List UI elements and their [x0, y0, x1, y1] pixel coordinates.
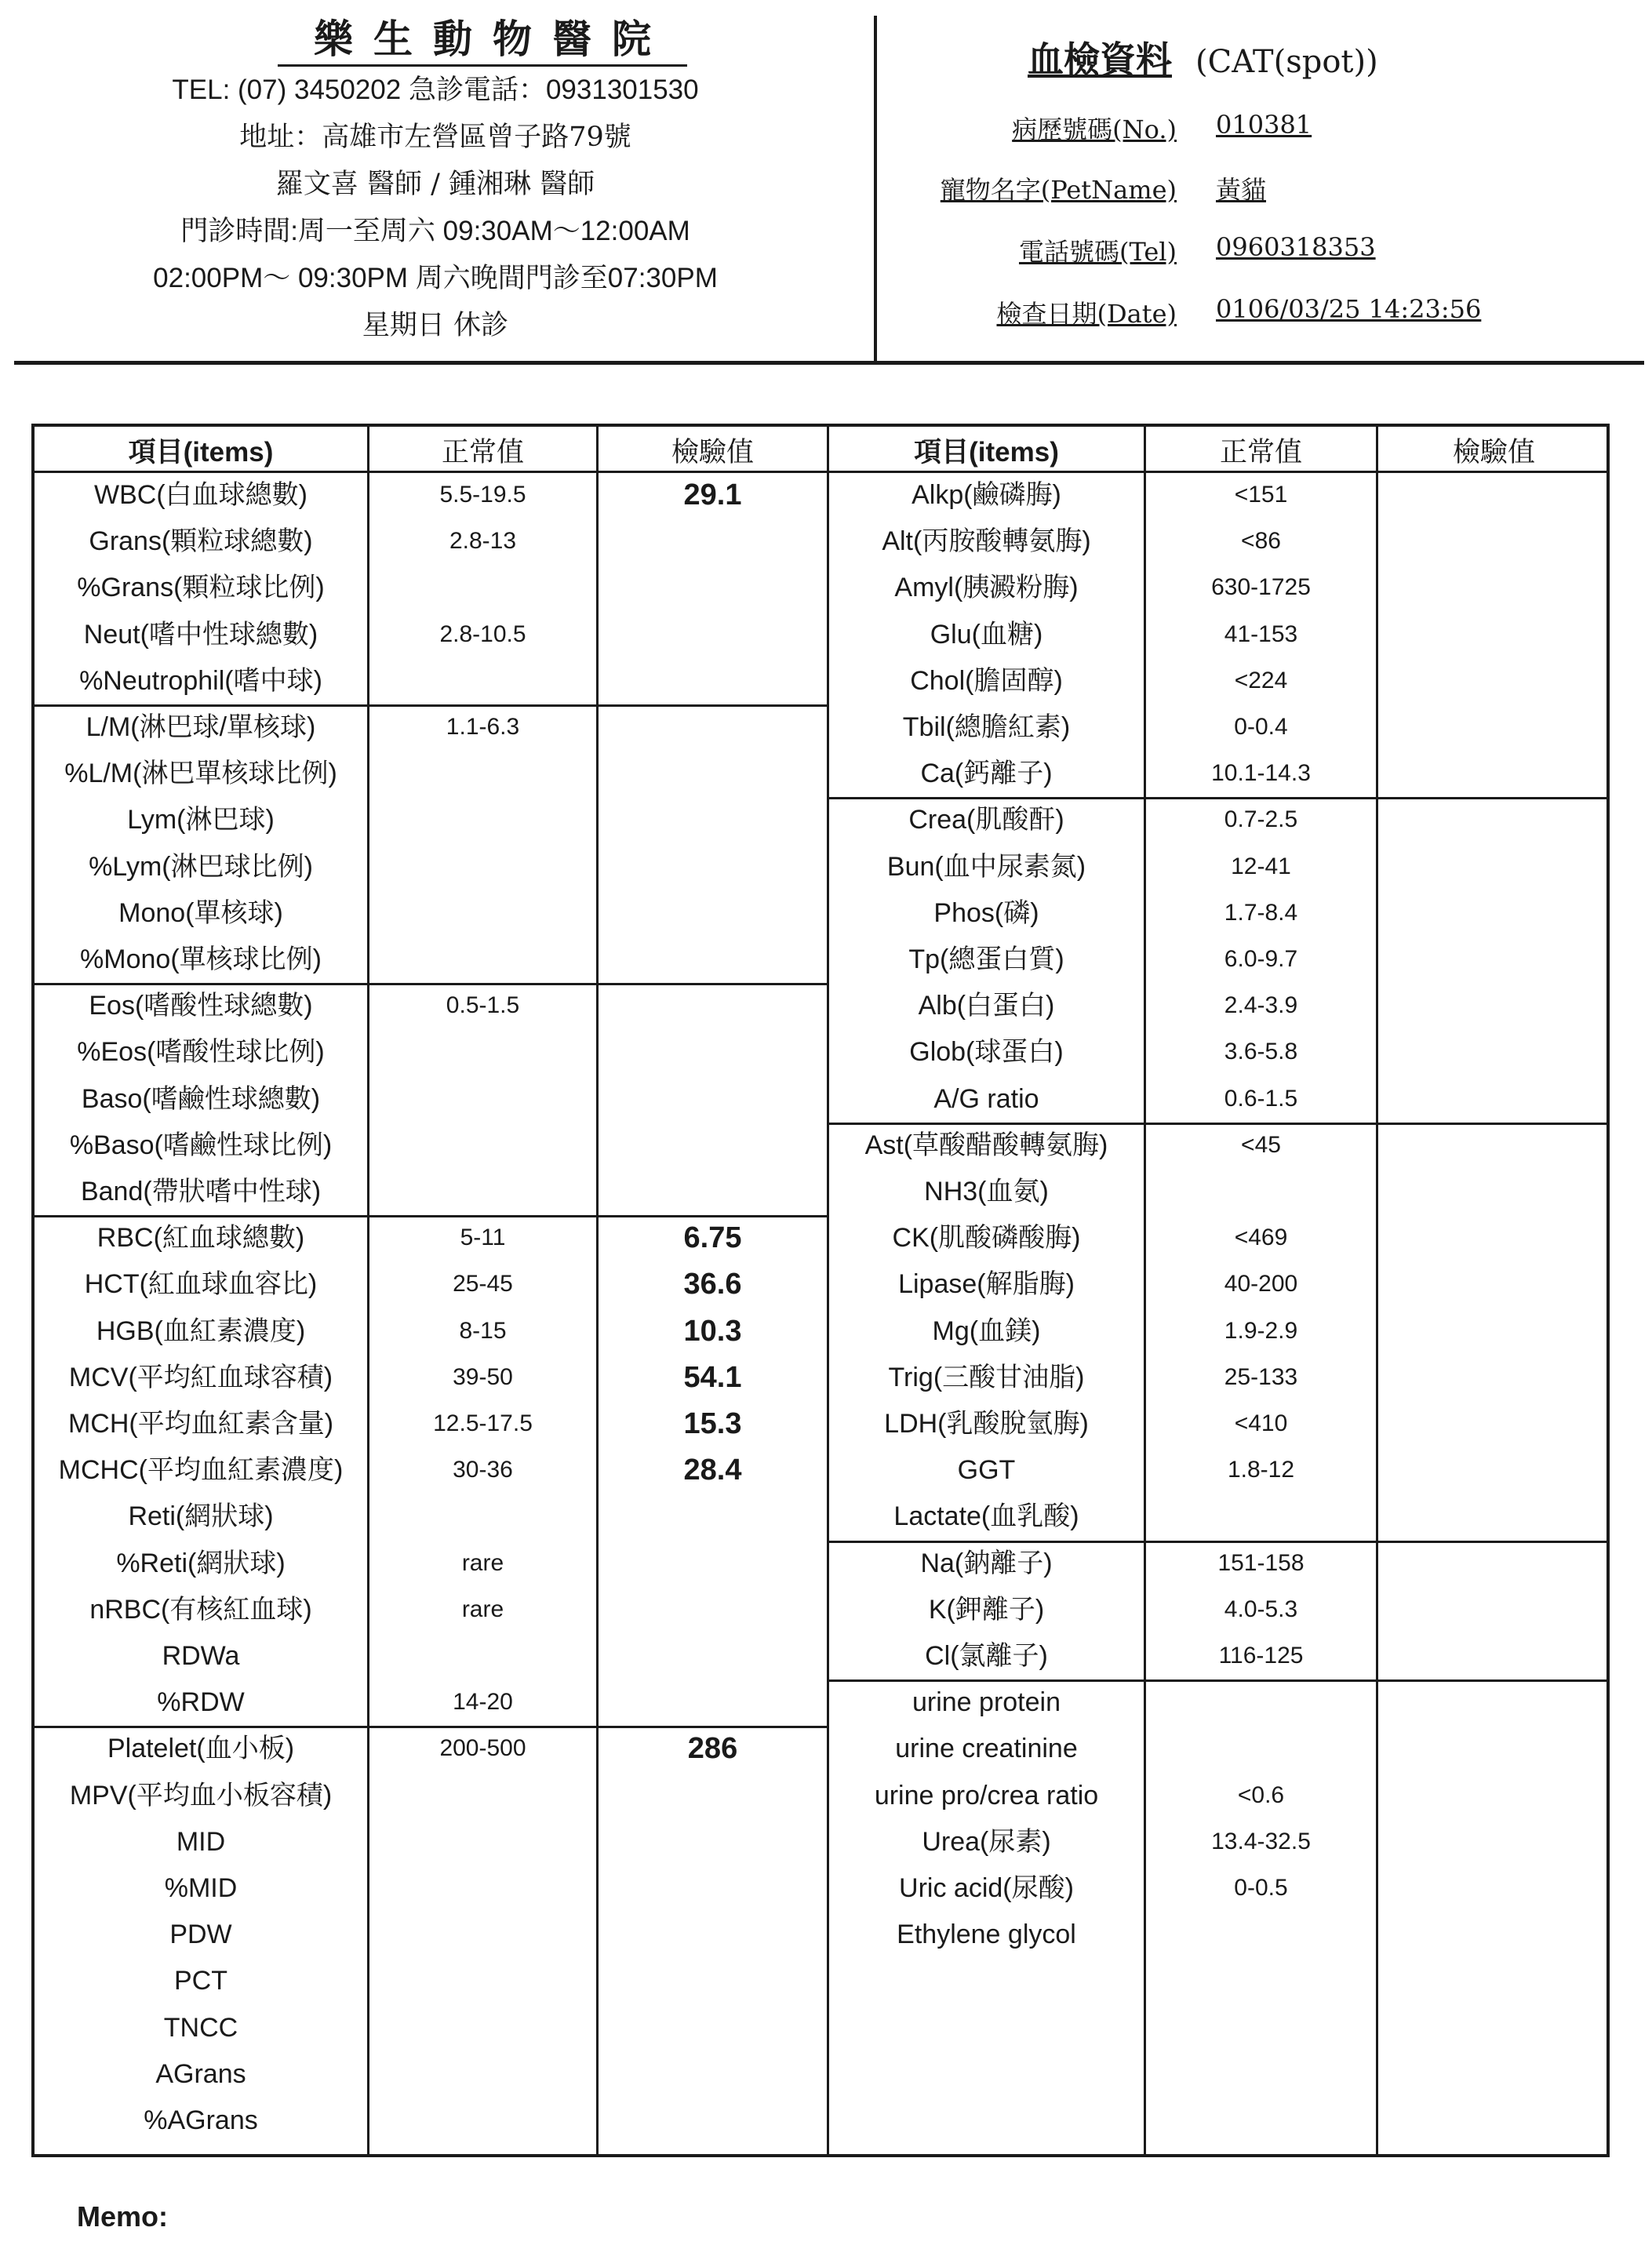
right-item-cell: Na(鈉離子): [920, 1548, 1053, 1578]
left-item-cell: L/M(淋巴球/單核球): [86, 712, 316, 742]
left-result-cell: [599, 704, 827, 750]
left-result-cell: [599, 797, 827, 842]
left-item-cell: Reti(網狀球): [128, 1501, 274, 1532]
right-result-cell: [1378, 1261, 1607, 1307]
left-normal-cell: [369, 844, 596, 890]
left-result-cell: [599, 1912, 827, 1957]
field-label: 檢查日期(Date): [996, 299, 1177, 329]
left-item-cell: HCT(紅血球血容比): [84, 1269, 318, 1300]
left-result-cell: [599, 612, 827, 657]
field-pet-name: [886, 170, 1624, 217]
left-result-cell: 15.3: [683, 1407, 742, 1440]
left-item-cell: Neut(嗜中性球總數): [83, 619, 318, 650]
field-value: 黃貓: [1216, 175, 1267, 205]
left-normal-cell: rare: [461, 1596, 504, 1622]
left-item-cell: %Reti(網狀球): [116, 1548, 286, 1578]
left-item-cell: Platelet(血小板): [107, 1734, 295, 1764]
right-normal-cell: 6.0-9.7: [1224, 946, 1298, 972]
right-header-result: 檢驗值: [1452, 437, 1535, 468]
right-result-cell: [1378, 1773, 1607, 1818]
row-group-divider: [829, 1541, 1607, 1543]
right-item-cell: Cl(氯離子): [925, 1641, 1048, 1671]
field-label: 病歷號碼(No.): [1012, 115, 1177, 144]
left-result-cell: [599, 1123, 827, 1168]
left-normal-cell: [369, 1773, 596, 1818]
left-normal-cell: [369, 1865, 596, 1911]
clinic-hours-3: 星期日 休診: [362, 310, 509, 341]
right-item-cell: GGT: [957, 1455, 1016, 1486]
left-normal-cell: [369, 1029, 596, 1075]
right-normal-cell: 40-200: [1224, 1271, 1298, 1297]
clinic-hours-2: 02:00PM～ 09:30PM 周六晚間門診至07:30PM: [153, 263, 718, 293]
right-item-cell: K(鉀離子): [928, 1594, 1045, 1625]
field-tel: [886, 232, 1624, 279]
right-item-cell: Glu(血糖): [930, 619, 1043, 650]
left-result-cell: 10.3: [683, 1314, 742, 1348]
row-group-divider: [35, 704, 827, 707]
left-normal-cell: [369, 1123, 596, 1168]
left-item-cell: %Lym(淋巴球比例): [89, 851, 313, 882]
right-normal-cell: 12-41: [1231, 853, 1291, 879]
left-normal-cell: 39-50: [453, 1363, 513, 1390]
right-normal-cell: 0.6-1.5: [1224, 1085, 1298, 1112]
report-title-line: [1028, 31, 1378, 83]
right-normal-cell: <410: [1234, 1410, 1288, 1436]
right-item-cell: Crea(肌酸酐): [908, 805, 1064, 835]
right-item-cell: Ast(草酸醋酸轉氨脢): [864, 1130, 1108, 1160]
left-result-cell: [599, 2098, 827, 2143]
field-label: 寵物名字(PetName): [940, 175, 1177, 205]
left-normal-cell: [369, 658, 596, 704]
report-title: 血檢資料: [1028, 38, 1172, 81]
right-result-cell: [1378, 565, 1607, 610]
left-item-cell: Grans(顆粒球總數): [89, 526, 313, 557]
left-result-cell: 28.4: [683, 1454, 742, 1487]
left-header-items: 項目(items): [128, 437, 274, 468]
right-result-cell: [1378, 1679, 1607, 1725]
row-group-divider: [35, 1726, 827, 1728]
left-result-cell: [599, 1587, 827, 1632]
left-item-cell: %Grans(顆粒球比例): [77, 573, 325, 603]
right-item-cell: Chol(膽固醇): [910, 665, 1063, 696]
right-item-cell: Amyl(胰澱粉脢): [894, 573, 1079, 603]
left-item-cell: Mono(單核球): [118, 897, 283, 928]
right-result-cell: [1378, 1494, 1607, 1539]
header-vertical-divider: [874, 16, 877, 361]
right-result-cell: [1378, 751, 1607, 796]
left-result-cell: [599, 1958, 827, 2003]
right-normal-cell: 4.0-5.3: [1224, 1596, 1298, 1622]
left-result-cell: [599, 1076, 827, 1122]
left-item-cell: AGrans: [155, 2058, 246, 2089]
left-normal-cell: [369, 1819, 596, 1865]
left-result-cell: [599, 2005, 827, 2051]
right-item-cell: Ca(鈣離子): [920, 759, 1053, 789]
right-item-cell: A/G ratio: [933, 1083, 1039, 1114]
left-normal-cell: [369, 1633, 596, 1679]
left-result-cell: [599, 1541, 827, 1586]
right-result-cell: [1378, 937, 1607, 982]
right-normal-cell: 13.4-32.5: [1211, 1828, 1311, 1854]
right-normal-cell: [1146, 1912, 1376, 1957]
left-normal-cell: 1.1-6.3: [446, 714, 520, 740]
left-normal-cell: 2.8-13: [449, 528, 517, 555]
right-item-cell: NH3(血氨): [924, 1177, 1049, 1206]
right-result-cell: [1378, 472, 1607, 518]
left-result-cell: [599, 565, 827, 610]
field-value: 0106/03/25 14:23:56: [1216, 294, 1482, 324]
left-normal-cell: 30-36: [453, 1457, 513, 1483]
left-normal-cell: [369, 2098, 596, 2143]
right-normal-cell: 116-125: [1218, 1643, 1304, 1669]
left-normal-cell: [369, 1958, 596, 2003]
right-result-cell: [1378, 612, 1607, 657]
header-horizontal-divider: [14, 361, 1644, 365]
right-normal-cell: 0-0.4: [1234, 714, 1288, 740]
left-result-cell: [599, 1633, 827, 1679]
row-group-divider: [35, 983, 827, 985]
left-normal-cell: [369, 1912, 596, 1957]
left-item-cell: MID: [176, 1826, 226, 1857]
clinic-name: 樂生動物醫院: [278, 16, 687, 67]
right-result-cell: [1378, 704, 1607, 750]
right-result-cell: [1378, 1123, 1607, 1168]
row-group-divider: [829, 1123, 1607, 1125]
left-normal-cell: [369, 2005, 596, 2051]
right-normal-cell: <0.6: [1237, 1781, 1285, 1808]
right-normal-cell: 41-153: [1224, 620, 1298, 647]
left-item-cell: MPV(平均血小板容積): [69, 1780, 333, 1810]
left-item-cell: WBC(白血球總數): [94, 480, 307, 510]
left-item-cell: nRBC(有核紅血球): [89, 1594, 312, 1625]
right-normal-cell: <224: [1234, 667, 1288, 693]
left-result-cell: [599, 1494, 827, 1539]
left-normal-cell: 25-45: [453, 1271, 513, 1297]
left-result-cell: 54.1: [683, 1360, 742, 1394]
right-normal-cell: 3.6-5.8: [1224, 1039, 1298, 1065]
left-result-cell: [599, 1679, 827, 1725]
left-item-cell: %RDW: [157, 1687, 245, 1718]
right-normal-cell: 1.7-8.4: [1224, 899, 1298, 926]
field-value: 010381: [1216, 110, 1312, 140]
right-normal-cell: 151-158: [1217, 1549, 1304, 1576]
right-normal-cell: [1146, 1679, 1376, 1725]
left-item-cell: Baso(嗜鹼性球總數): [81, 1083, 321, 1114]
right-normal-cell: 2.4-3.9: [1224, 992, 1298, 1019]
right-normal-cell: [1146, 1726, 1376, 1771]
right-result-cell: [1378, 844, 1607, 890]
left-result-cell: [599, 937, 827, 982]
left-result-cell: 36.6: [683, 1268, 742, 1301]
right-item-cell: urine pro/crea ratio: [874, 1780, 1099, 1810]
right-result-cell: [1378, 519, 1607, 564]
left-normal-cell: [369, 565, 596, 610]
left-item-cell: PDW: [169, 1920, 232, 1950]
left-item-cell: %Baso(嗜鹼性球比例): [69, 1130, 333, 1160]
left-result-cell: [599, 1865, 827, 1911]
left-normal-cell: 0.5-1.5: [446, 992, 520, 1019]
left-item-cell: Lym(淋巴球): [127, 805, 275, 835]
clinic-info: [0, 16, 871, 349]
left-item-cell: Band(帶狀嗜中性球): [80, 1177, 322, 1206]
right-result-cell: [1378, 1215, 1607, 1261]
left-result-cell: [599, 1819, 827, 1865]
field-label: 電話號碼(Tel): [1018, 237, 1177, 267]
right-normal-cell: 630-1725: [1211, 574, 1311, 601]
right-normal-cell: <86: [1241, 528, 1281, 555]
left-normal-cell: 5-11: [460, 1225, 506, 1251]
right-result-cell: [1378, 658, 1607, 704]
left-result-cell: [599, 751, 827, 796]
right-item-cell: Alb(白蛋白): [918, 991, 1055, 1021]
left-item-cell: %Neutrophil(嗜中球): [79, 665, 322, 696]
left-result-cell: [599, 844, 827, 890]
right-result-cell: [1378, 1355, 1607, 1400]
left-result-cell: [599, 519, 827, 564]
left-item-cell: MCH(平均血紅素含量): [67, 1409, 334, 1439]
right-normal-cell: 0.7-2.5: [1224, 806, 1298, 833]
right-item-cell: Lactate(血乳酸): [893, 1501, 1079, 1532]
left-result-cell: [599, 890, 827, 936]
right-item-cell: Trig(三酸甘油脂): [888, 1362, 1085, 1392]
right-normal-cell: 0-0.5: [1234, 1875, 1288, 1901]
left-result-cell: [599, 2051, 827, 2097]
right-item-cell: Uric acid(尿酸): [899, 1873, 1074, 1903]
right-normal-cell: 1.8-12: [1227, 1457, 1295, 1483]
right-normal-cell: 1.9-2.9: [1224, 1317, 1298, 1344]
field-record-no: [886, 110, 1624, 157]
left-normal-cell: 5.5-19.5: [439, 482, 526, 508]
report-species: (CAT(spot)): [1195, 44, 1378, 80]
right-normal-cell: <151: [1234, 482, 1288, 508]
results-table: [31, 424, 1610, 2157]
right-item-cell: Ethylene glycol: [897, 1920, 1076, 1950]
left-result-cell: [599, 1169, 827, 1214]
left-normal-cell: 8-15: [459, 1317, 507, 1344]
right-result-cell: [1378, 1726, 1607, 1771]
left-normal-cell: [369, 751, 596, 796]
clinic-hours-1: 門診時間:周一至周六 09:30AM～12:00AM: [180, 216, 690, 246]
left-result-cell: 286: [687, 1732, 738, 1766]
field-value: 0960318353: [1216, 232, 1376, 262]
right-item-cell: Bun(血中尿素氮): [886, 851, 1086, 882]
left-normal-cell: rare: [461, 1549, 504, 1576]
left-result-cell: [599, 1029, 827, 1075]
right-result-cell: [1378, 1912, 1607, 1957]
right-item-cell: Tbil(總膽紅素): [902, 712, 1071, 742]
right-result-cell: [1378, 1819, 1607, 1865]
left-normal-cell: [369, 2051, 596, 2097]
right-result-cell: [1378, 1029, 1607, 1075]
left-item-cell: %L/M(淋巴單核球比例): [64, 759, 337, 789]
left-result-cell: [599, 1773, 827, 1818]
right-result-cell: [1378, 1076, 1607, 1122]
right-result-cell: [1378, 1169, 1607, 1214]
right-item-cell: Tp(總蛋白質): [908, 944, 1064, 974]
right-result-cell: [1378, 1308, 1607, 1354]
right-result-cell: [1378, 1447, 1607, 1493]
right-item-cell: urine protein: [912, 1687, 1061, 1718]
left-normal-cell: 12.5-17.5: [433, 1410, 533, 1436]
left-item-cell: HGB(血紅素濃度): [96, 1316, 306, 1346]
left-header-result: 檢驗值: [671, 437, 754, 468]
left-item-cell: %Eos(嗜酸性球比例): [77, 1037, 325, 1068]
left-header-normal: 正常值: [441, 437, 524, 468]
left-item-cell: RDWa: [162, 1641, 240, 1671]
right-normal-cell: <45: [1241, 1131, 1281, 1158]
left-normal-cell: [369, 1076, 596, 1122]
right-result-cell: [1378, 983, 1607, 1028]
left-normal-cell: [369, 937, 596, 982]
clinic-doctors: 羅文喜 醫師 / 鍾湘琳 醫師: [275, 169, 595, 200]
right-result-cell: [1378, 1587, 1607, 1632]
right-result-cell: [1378, 1865, 1607, 1911]
right-normal-cell: [1146, 1169, 1376, 1214]
right-result-cell: [1378, 1541, 1607, 1586]
right-item-cell: CK(肌酸磷酸脢): [892, 1223, 1081, 1254]
left-item-cell: MCV(平均紅血球容積): [68, 1362, 333, 1392]
right-header-normal: 正常值: [1219, 437, 1302, 468]
right-item-cell: Phos(磷): [933, 897, 1039, 928]
clinic-address: 地址：高雄市左營區曾子路79號: [239, 122, 631, 153]
right-item-cell: Lipase(解脂脢): [898, 1269, 1075, 1300]
right-normal-cell: <469: [1234, 1225, 1288, 1251]
left-result-cell: 6.75: [683, 1221, 742, 1255]
left-result-cell: [599, 983, 827, 1028]
left-normal-cell: [369, 1494, 596, 1539]
right-header-items: 項目(items): [914, 437, 1059, 468]
left-item-cell: %AGrans: [144, 2105, 258, 2135]
right-item-cell: Alt(丙胺酸轉氨脢): [882, 526, 1091, 557]
right-item-cell: LDH(乳酸脫氫脢): [884, 1409, 1089, 1439]
left-result-cell: [599, 658, 827, 704]
left-normal-cell: 200-500: [439, 1735, 526, 1762]
left-normal-cell: [369, 890, 596, 936]
left-item-cell: PCT: [174, 1966, 227, 1996]
right-item-cell: Glob(球蛋白): [909, 1037, 1064, 1068]
right-item-cell: Alkp(鹼磷脢): [912, 480, 1061, 510]
row-group-divider: [829, 797, 1607, 799]
left-normal-cell: 14-20: [453, 1689, 513, 1716]
left-result-cell: 29.1: [683, 479, 742, 511]
left-item-cell: MCHC(平均血紅素濃度): [58, 1455, 344, 1486]
row-group-divider: [829, 1679, 1607, 1682]
memo-label: Memo:: [77, 2200, 168, 2233]
left-normal-cell: [369, 1169, 596, 1214]
right-item-cell: urine creatinine: [895, 1734, 1078, 1764]
right-normal-cell: [1146, 1494, 1376, 1539]
right-result-cell: [1378, 890, 1607, 936]
left-item-cell: %MID: [164, 1873, 238, 1903]
right-result-cell: [1378, 1633, 1607, 1679]
right-result-cell: [1378, 1401, 1607, 1447]
row-group-divider: [35, 1215, 827, 1217]
left-normal-cell: [369, 797, 596, 842]
left-item-cell: TNCC: [163, 2012, 238, 2043]
right-item-cell: Urea(尿素): [922, 1826, 1051, 1857]
clinic-phone: TEL: (07) 3450202 急診電話：0931301530: [172, 75, 699, 105]
right-result-cell: [1378, 797, 1607, 842]
right-normal-cell: 25-133: [1224, 1363, 1298, 1390]
field-date: [886, 294, 1624, 341]
left-item-cell: RBC(紅血球總數): [96, 1223, 305, 1254]
left-normal-cell: 2.8-10.5: [439, 620, 526, 647]
left-item-cell: Eos(嗜酸性球總數): [89, 991, 313, 1021]
right-normal-cell: 10.1-14.3: [1211, 760, 1311, 787]
left-item-cell: %Mono(單核球比例): [80, 944, 322, 974]
right-item-cell: Mg(血鎂): [932, 1316, 1041, 1346]
